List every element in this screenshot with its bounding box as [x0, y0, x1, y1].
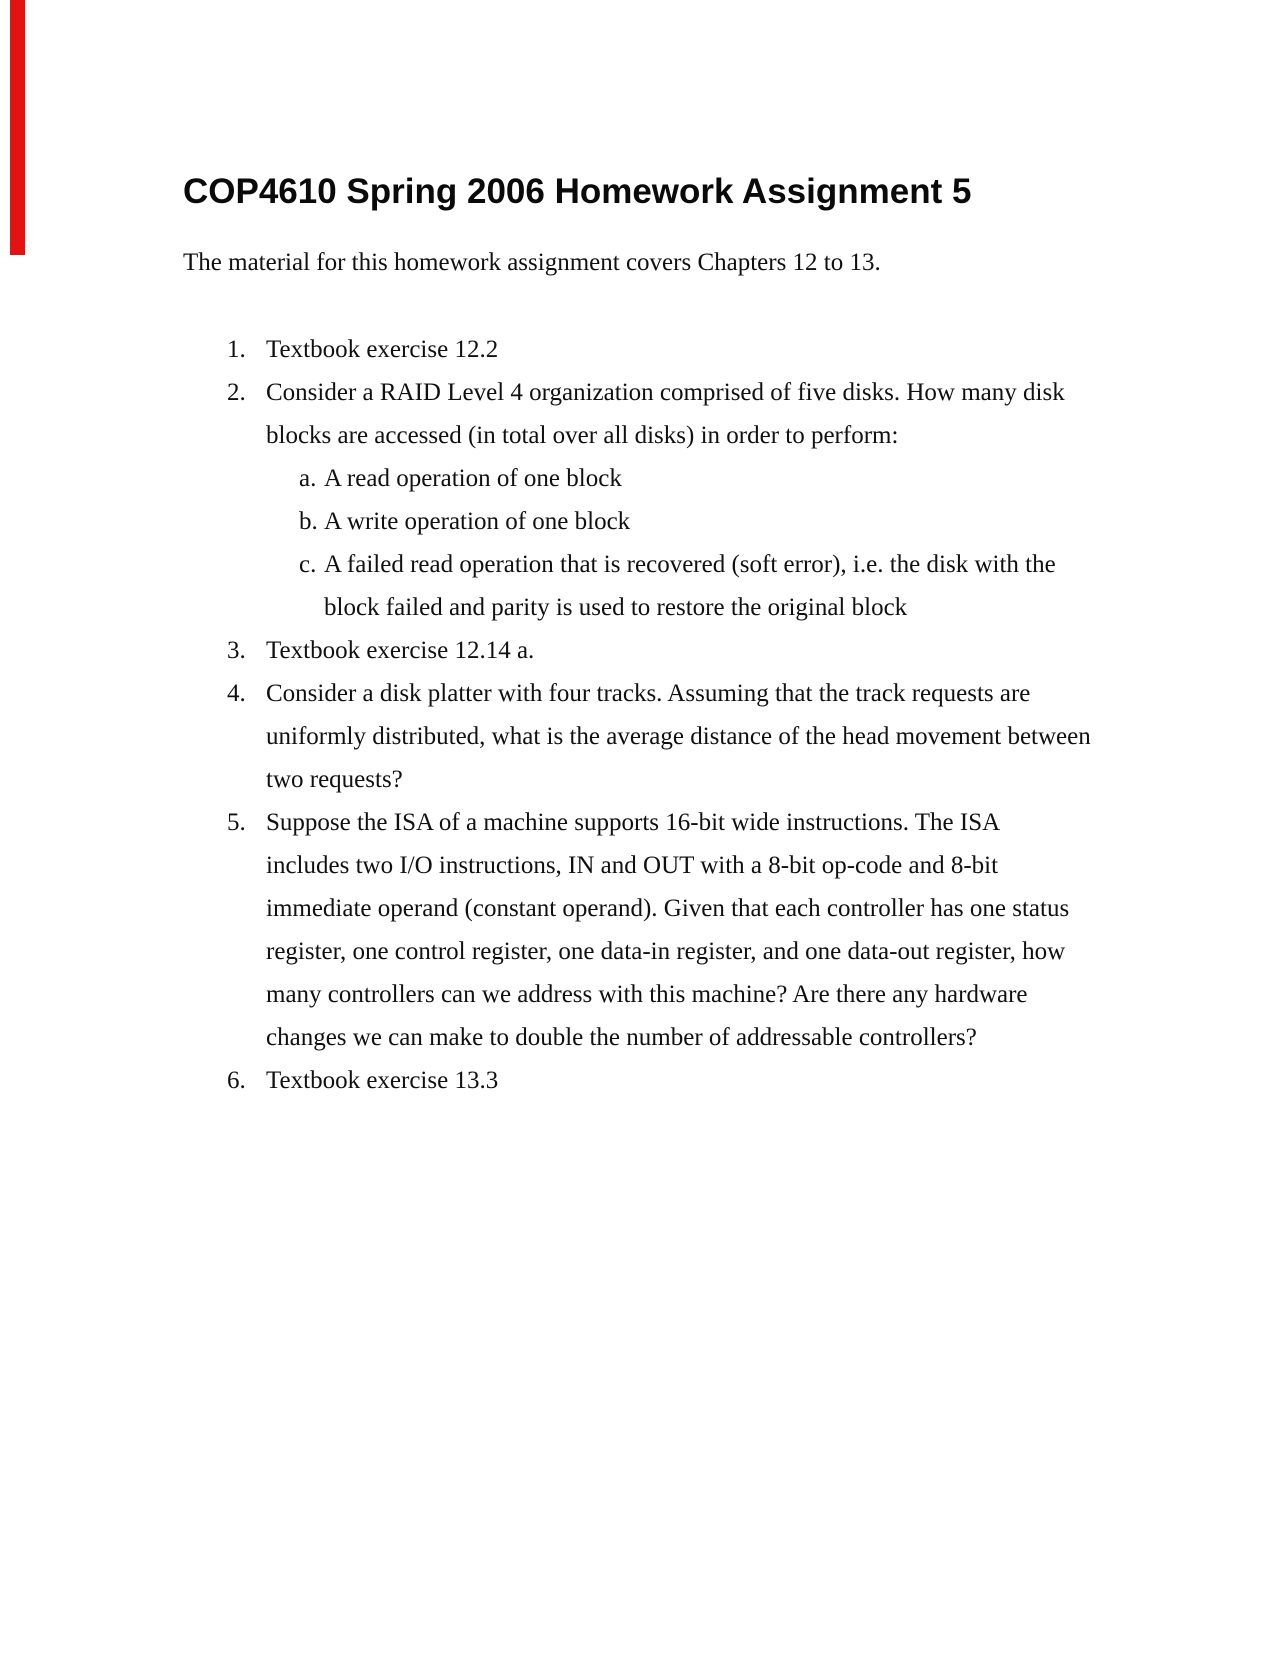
- red-edge-marker: [10, 0, 25, 255]
- intro-paragraph: The material for this homework assignment covers Chapters 12 to 13.: [183, 249, 881, 276]
- item-line: Consider a disk platter with four tracks. Assuming that the track requests are: [266, 680, 1031, 707]
- list-item: [183, 371, 1280, 457]
- item-line: register, one control register, one data-in register, and one data-out register, how: [266, 938, 1066, 965]
- sub-list-item: [183, 500, 1280, 543]
- item-marker: 1.: [227, 336, 246, 363]
- item-line: Suppose the ISA of a machine supports 16-bit wide instructions. The ISA: [266, 809, 1001, 836]
- item-line: includes two I/O instructions, IN and OUT with a 8-bit op-code and 8-bit: [266, 852, 999, 879]
- item-text: [266, 1059, 1280, 1102]
- list-item: [183, 801, 1280, 1059]
- item-marker: c.: [299, 551, 317, 578]
- list-item: [183, 1059, 1280, 1102]
- item-line: block failed and parity is used to restore the original block: [324, 594, 908, 621]
- item-line: changes we can make to double the number of addressable controllers?: [266, 1024, 977, 1051]
- item-line: many controllers can we address with this machine? Are there any hardware: [266, 981, 1028, 1008]
- list-item: [183, 672, 1280, 801]
- item-text: [266, 371, 1280, 457]
- item-marker: b.: [299, 508, 318, 535]
- item-line: uniformly distributed, what is the average distance of the head movement between: [266, 723, 1091, 750]
- question-list: [183, 328, 1280, 1102]
- item-marker: 3.: [227, 637, 246, 664]
- item-line: blocks are accessed (in total over all disks) in order to perform:: [266, 422, 899, 449]
- item-marker: 6.: [227, 1067, 246, 1094]
- page-title: COP4610 Spring 2006 Homework Assignment 5: [183, 172, 972, 211]
- item-line: A write operation of one block: [324, 508, 631, 535]
- item-line: A failed read operation that is recovered (soft error), i.e. the disk with the: [324, 551, 1056, 578]
- item-text: [324, 543, 1280, 629]
- item-marker: 2.: [227, 379, 246, 406]
- sub-list-item: [183, 543, 1280, 629]
- item-text: [266, 672, 1280, 801]
- item-text: [266, 801, 1280, 1059]
- item-text: [266, 629, 1280, 672]
- item-text: [266, 328, 1280, 371]
- item-line: Consider a RAID Level 4 organization comprised of five disks. How many disk: [266, 379, 1065, 406]
- item-marker: 5.: [227, 809, 246, 836]
- item-text: [324, 500, 1280, 543]
- list-item: [183, 328, 1280, 371]
- item-line: immediate operand (constant operand). Given that each controller has one status: [266, 895, 1070, 922]
- list-item: [183, 629, 1280, 672]
- item-line: Textbook exercise 12.2: [266, 336, 499, 363]
- item-line: A read operation of one block: [324, 465, 622, 492]
- item-marker: 4.: [227, 680, 246, 707]
- sub-list-item: [183, 457, 1280, 500]
- item-line: Textbook exercise 13.3: [266, 1067, 499, 1094]
- document-content: [183, 0, 1280, 1102]
- item-marker: a.: [299, 465, 317, 492]
- item-line: two requests?: [266, 766, 403, 793]
- item-text: [324, 457, 1280, 500]
- item-line: Textbook exercise 12.14 a.: [266, 637, 535, 664]
